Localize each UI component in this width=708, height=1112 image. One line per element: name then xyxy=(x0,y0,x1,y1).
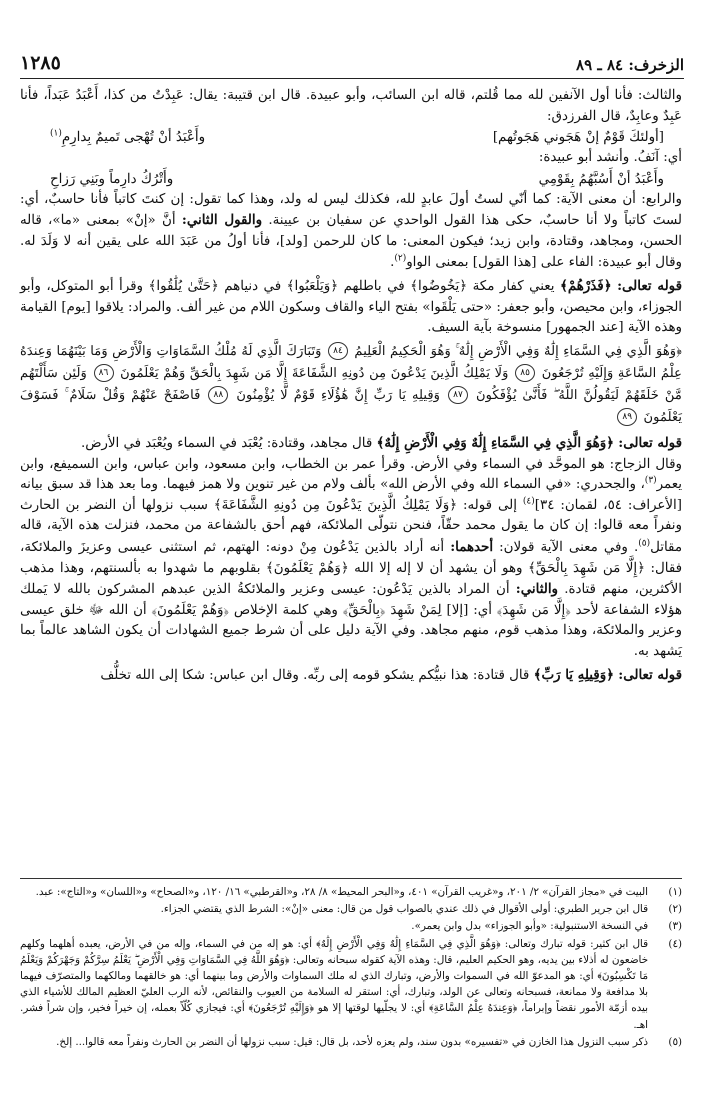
footnote-number: (١) xyxy=(668,886,682,898)
verse-number-marker: ٨٧ xyxy=(448,386,468,404)
footnote-number: (٢) xyxy=(668,903,682,916)
footnote-text: قال ابن كثير: قوله تبارك وتعالى: ﴿وَهُوَ الَّذِي فِي السَّمَاءِ إِلَٰهٌ وَفِي الْأَرْضِ إِلَٰهٌ﴾ أي: هو إله من في السماء، وإله من في الأرض، يعبده أهلهما وكلهم خاضعون له أذلاء بين يديه، وهو الحكيم العليم، قال: وهذه الآية كقوله سبحانه وتعالى: ﴿وَهُوَ اللَّهُ فِي السَّمَاوَاتِ وَفِي الْأَرْضِ ۖ يَعْلَمُ سِرَّكُمْ وَجَهْرَكُمْ وَيَعْلَمُ مَا تَكْسِبُونَ﴾ أي: هو المدعوّ الله في السموات والأرض، وتبارك الذي له ملك السماوات والأرض وما بينهما أي: هو خالقهما ومالكهما والمتصرّف فيهما بلا مدافعة ولا ممانعة، فسبحانه وتعالى عن الولد، وتبارك، أي: استقر له السلامة من العيوب والنقائص، لأنه الرب العليّ العظيم المالك للأشياء الذي بيده أزمّة الأمور نقضاً وإبراماً، ﴿وَعِندَهُ عِلْمُ السَّاعَةِ﴾ أي: لا يجلّيها لوقتها إلا هو ﴿وَإِلَيْهِ تُرْجَعُونَ﴾ أي: فيجازي كُلّاً بعمله، إن خيراً فخير، وإن شراً فشر. اهـ. xyxy=(20,937,648,1031)
text-run: والرابع: xyxy=(641,191,682,207)
text-run: والثالث: فأنا أول الآنفين لله مما قُلتم، قاله ابن السائب، وأبو عبيدة. قال ابن قتيبة: يقال: عَبِدْتُ من كذا، أَعْبَدُ عَبَداً، فأنا عَبِدٌ وعابِدٌ، قال الفرزدق: xyxy=(20,88,682,124)
text-run: إلى قوله: ﴿وَلَا يَمْلِكُ الَّذِينَ يَدْعُونَ مِن دُونِهِ الشَّفَاعَةَ﴾ سبب نزولها أن النضر بن الحارث ونفراً معه قالوا: إن كان ما يقول محمد حقّاً، فنحن نتولّى الملائكة، فهم أحق بالشفاعة من محمد، فنزلت هذه الآية، قاله مقاتل xyxy=(20,497,682,555)
section-label: والثاني: xyxy=(515,581,559,598)
footnote-ref: (٥) xyxy=(638,538,651,549)
footnotes xyxy=(20,884,682,1051)
footnote xyxy=(20,918,682,934)
quran-quote: ﴿فَذَرْهُمْ﴾ xyxy=(559,278,612,295)
footnote-number: (٥) xyxy=(668,1035,682,1048)
section-label: قوله تعالى: xyxy=(618,667,682,684)
paragraph-qilihi xyxy=(20,665,682,687)
paragraph-recital: أي: آنَفُ. وأنشد أبو عبيدة: xyxy=(538,150,682,166)
quran-text: وَتَبَارَكَ الَّذِي لَهُ مُلْكُ السَّمَاوَاتِ وَالْأَرْضِ وَمَا بَيْنَهُمَا وَعِندَهُ عِلْمُ السَّاعَةِ وَإِلَيْهِ تُرْجَعُونَ xyxy=(20,343,682,381)
paragraph-fourth-view: والرابع: أن معنى الآية: كما أنّي لستُ أولَ عابدٍ لله، فكذلك ليس له ولد، وهذا كما تقول: إن كنتَ كاتباً فأنا حاسبٌ، أي: لستَ كاتباً ولا أنا حاسبٌ، حكى هذا القول الواحدي عن سفيان بن عيينة. والقول الثاني: أنَّ «إنْ» بمعنى «ما»، قاله الحسن، ومجاهد، وقتادة، وابن زيد؛ فيكون المعنى: ما كان للرحمن [ولد]، فأنا أولُ من عَبَدَ الله على يقين أنه لا وَلَدَ له. وقال أبو عبيدة: الفاء على [هذا القول] بمعنى الواو$^{(٢)}$. xyxy=(20,191,682,270)
footnote-ref: (٣) xyxy=(644,475,657,486)
text-run: . وفي معنى الآية قولان: xyxy=(499,539,639,555)
text-run: يعني كفار مكة ﴿يَخُوضُوا﴾ في باطلهم ﴿وَيَلْعَبُوا﴾ في دنياهم ﴿حَتَّىٰ يُلَٰقُوا﴾ وقرأ أبو المتوكل، وأبو الجوزاء، وابن محيصن، وأبو جعفر: «حتى يَلْقَوا» بفتح الياء والقاف وسكون اللام من غير ألف. والمراد: يلاقوا [يوم] القيامة وهذه الآية [عند الجمهور] منسوخة بآية السيف. xyxy=(20,279,682,336)
verse-number-marker: ٨٨ xyxy=(208,386,228,404)
footnote xyxy=(20,1034,682,1050)
footnote-ref: (٢) xyxy=(394,253,407,264)
text-run: أن المراد بالذين يَدْعُون: عيسى وعزير والملائكةُ الذين عبدهم المشركون بالله لا يَملك هؤلاء الشفاعة لأحد ﴿إِلَّا مَن شَهِدَ﴾ أي: [إلا] لِمَنْ شَهِدَ ﴿بِالْحَقِّ﴾ وهي كلمة الإخلاص ﴿وَهُمْ يَعْلَمُونَ﴾ أن الله ﷻ خلق عيسى وعزير والملائكة، وهذا مذهب قوم، منهم مجاهد. وفي الآية دليل على أن شرط جميع الشهادات أن يكون الشاهد عالماً بما يَشهد به. xyxy=(20,582,682,659)
paragraph-fadharhum xyxy=(20,276,682,339)
verse-number-marker: ٨٦ xyxy=(94,364,114,382)
verse-number-marker: ٨٤ xyxy=(328,342,348,360)
footnote-text: ذكر سبب النزول هذا الخازن في «تفسيره» بدون سند، ولم يعزه لأحد، بل قال: قيل: سبب نزولها أن النضر بن الحارث ونفراً معه قالوا... إلخ. xyxy=(56,1035,648,1048)
poetry-verse-1 xyxy=(20,127,682,148)
section-label: قوله تعالى: xyxy=(617,278,682,295)
footnote-number: (٣) xyxy=(668,920,682,933)
verse-hemistich-left: وأَتْرُكُ دارِماً وبَنِي رَزاحِ xyxy=(50,171,174,187)
verse-number-marker: ٨٥ xyxy=(515,364,535,382)
footnote-text: قال ابن جرير الطبري: أولى الأقوال في ذلك عندي بالصواب قول من قال: معنى «إنْ»: الشرط الذي يقتضي الجزاء. xyxy=(160,903,648,916)
page-number: ١٢٨٥ xyxy=(20,52,61,74)
footnote xyxy=(20,901,682,917)
section-label: والقول الثاني: xyxy=(181,212,263,229)
section-label: أحدهما: xyxy=(450,538,494,555)
verse-text: وأَعْبَدُ أنْ تُهْجى تَميمٌ بِدارِمِ xyxy=(61,130,206,146)
section-label: قوله تعالى: xyxy=(618,434,682,451)
quran-text: وَقِيلِهِ يَا رَبِّ إِنَّ هَٰؤُلَاءِ قَوْمٌ لَّا يُؤْمِنُونَ xyxy=(236,387,441,403)
quran-quote: ﴿وَهُوَ الَّذِي فِي السَّمَاءِ إِلَٰهٌ وَفِي الْأَرْضِ إِلَٰهٌ﴾ xyxy=(376,434,615,451)
paragraph-third-view xyxy=(20,86,682,127)
running-title: الزخرف: ٨٤ ـ ٨٩ xyxy=(576,56,684,74)
quran-text: وَلَا يَمْلِكُ الَّذِينَ يَدْعُونَ مِن دُونِهِ الشَّفَاعَةَ إِلَّا مَن شَهِدَ بِالْحَقِّ وَهُمْ يَعْلَمُونَ xyxy=(120,365,509,381)
verse-hemistich-right: وأَعْبَدُ أنْ أَسُبَّهُمُ بِقَوْمِي xyxy=(538,171,664,187)
quran-text: وَلَئِن سَأَلْتَهُم مَّنْ خَلَقَهُمْ لَيَقُولُنَّ اللَّهُ ۖ فَأَنَّىٰ يُؤْفَكُونَ xyxy=(20,365,682,403)
footnote xyxy=(20,884,682,900)
text-run: أن معنى الآية: كما أنّي لستُ أولَ عابدٍ لله، فكذلك ليس له ولد، وهذا كما تقول: إن كنتَ كاتباً فأنا حاسبٌ، أي: لستَ كاتباً ولا أنا حاسبٌ، حكى هذا القول الواحدي عن سفيان بن عيينة. xyxy=(20,191,682,229)
footnote-ref: (١) xyxy=(50,128,62,139)
paragraph-wahuwa xyxy=(20,433,682,455)
text-run: قال مجاهد، وقتادة: يُعْبَد في السماء ويُعْبَد في الأرض. xyxy=(80,435,373,451)
footnote-text: في النسخة الاستنبولية: «وأبو الجوزاء» بدل وابن يعمر». xyxy=(411,920,648,933)
verse-number-marker: ٨٩ xyxy=(617,408,637,426)
footnote-number: (٤) xyxy=(668,937,682,950)
verse-hemistich-right: [أولئكَ قَوْمٌ إنْ هَجَوني هَجَوتُهم] xyxy=(492,130,664,146)
footnote xyxy=(20,936,682,1033)
quran-quote: ﴿وَقِيلِهِ يَا رَبِّ﴾ xyxy=(533,667,615,684)
text-run: ، والجحدري: «في السماء الله وفي الأرض الله» بألف ولام من غير تنوين ولا همز فيهما. وما بعد هذا قد سبق بيانه [الأعراف: ٥٤، لقمان: ٣٤] xyxy=(20,477,682,513)
text-run: أنه أراد بالذين يَدْعُون مِنْ دونه: الهتهم، ثم استثنى عيسى وعزيزَ والملائكة، فقال: ﴿إِلَّا مَن شَهِدَ بِالْحَقِّ﴾ وهو أن يشهد أن لا إله إلا الله ﴿وَهُمْ يَعْلَمُونَ﴾ بقلوبهم ما شهدوا به بألسنتهم، وهذا مذهب الأكثرين، منهم قتادة. xyxy=(20,539,683,598)
quran-text: ﴿وَهُوَ الَّذِي فِي السَّمَاءِ إِلَٰهٌ وَفِي الْأَرْضِ إِلَٰهٌ ۚ وَهُوَ الْحَكِيمُ الْعَلِيمُ xyxy=(354,343,682,359)
quran-passage xyxy=(20,341,682,429)
paragraph-zajjaj xyxy=(20,455,682,663)
quran-text: فَاصْفَحْ عَنْهُمْ وَقُلْ سَلَامٌ ۚ فَسَوْفَ يَعْلَمُونَ xyxy=(20,387,682,425)
main-text xyxy=(20,86,682,687)
footnote-text: البيت في «مجاز القرآن» ٢/ ٢٠١، و«غريب القرآن» ٤٠١، و«البحر المحيط» ٨/ ٢٨، و«القرطبي» ١٦/ ١٢٠، و«الصحاح» و«اللسان» و«التاج»: عبد. xyxy=(35,886,648,898)
text-run: وقال الزجاج: هو الموحَّد في السماء وفي الأرض. وقرأ عمر بن الخطاب، وابن مسعود، وابن عباس، وابن السميفع، وابن يعمر xyxy=(20,456,682,493)
text-run: أنَّ «إنْ» بمعنى «ما»، قاله الحسن، ومجاهد، وقتادة، وابن زيد؛ فيكون المعنى: ما كان للرحمن [ولد]، فأنا أولُ من عَبَدَ الله على يقين أنه لا وَلَدَ له. وقال أبو عبيدة: الفاء على [هذا القول] بمعنى الواو xyxy=(20,213,682,270)
poetry-verse-2 xyxy=(20,169,682,190)
page-header xyxy=(20,52,684,79)
footnote-ref: (٤) xyxy=(522,496,535,507)
text-run: قال قتادة: هذا نبيُّكم يشكو قومه إلى ربِّه. وقال ابن عباس: شكا إلى الله تخلُّف xyxy=(100,668,530,684)
footnote-divider xyxy=(20,878,682,879)
verse-hemistich-left xyxy=(50,127,205,148)
